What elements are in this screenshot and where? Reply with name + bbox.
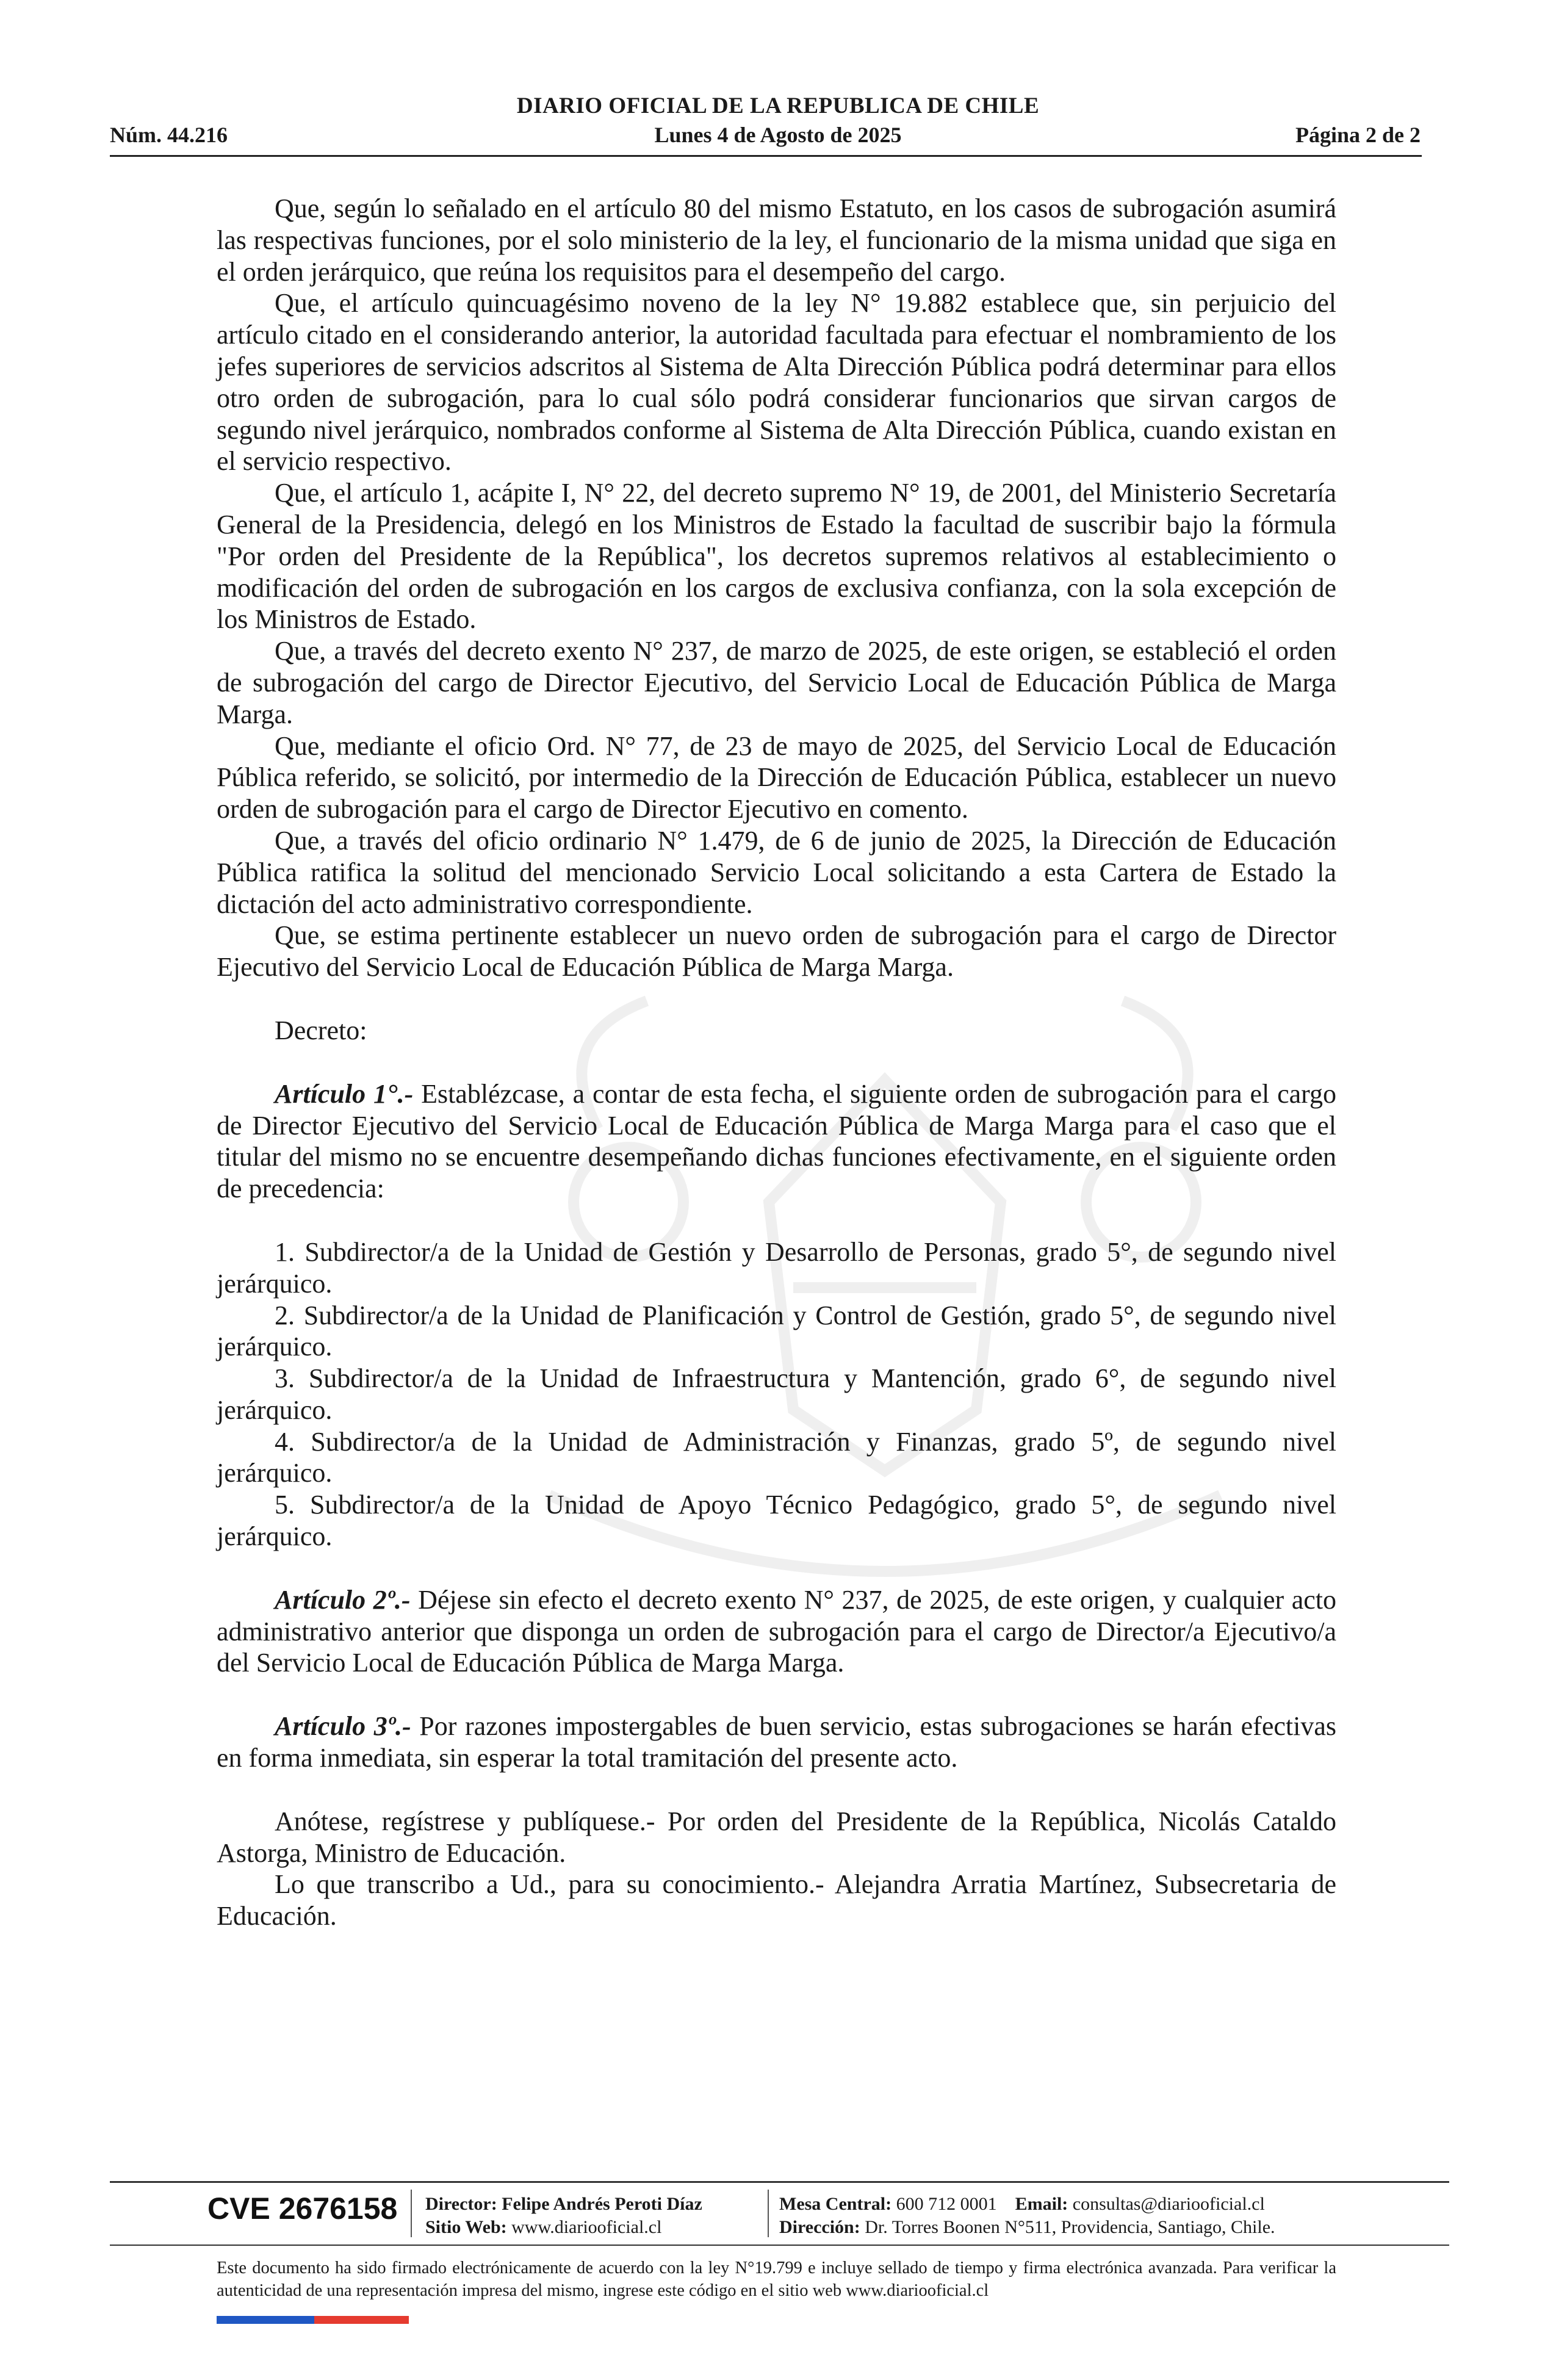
article-3-text: Por razones impostergables de buen servicio, estas subrogaciones se harán efectivas en forma inmediata, sin esperar la total tramitación del presente acto.: [217, 1711, 1336, 1773]
footer-divider-mid: [110, 2245, 1449, 2246]
article-2-text: Déjese sin efecto el decreto exento N° 237, de 2025, de este origen, y cualquier acto administrativo anterior que disponga un orden de subrogación para el cargo de Director/a Ejecutivo/a del Servicio Local de Educación Pública de Marga Marga.: [217, 1584, 1336, 1678]
mesa-label: Mesa Central:: [779, 2194, 892, 2214]
article-1: [217, 1078, 1336, 1205]
paragraph-considerando-1: Que, según lo señalado en el artículo 80 del mismo Estatuto, en los casos de subrogación asumirá las respectivas funciones, por el solo ministerio de la ley, el funcionario de la misma unidad que siga en el orden jerárquico, que reúna los requisitos para el desempeño del cargo.: [217, 193, 1336, 287]
address-label: Dirección:: [779, 2217, 860, 2237]
precedence-list: [217, 1236, 1336, 1552]
mesa-phone: 600 712 0001: [896, 2194, 997, 2214]
cve-code: CVE 2676158: [207, 2191, 398, 2226]
email-label: Email:: [1015, 2194, 1068, 2214]
issue-date: Lunes 4 de Agosto de 2025: [654, 123, 902, 147]
issue-number: Núm. 44.216: [110, 123, 228, 147]
footer-director-block: [425, 2193, 702, 2239]
email-link[interactable]: consultas@diariooficial.cl: [1072, 2194, 1265, 2214]
list-item: 3. Subdirector/a de la Unidad de Infraestructura y Mantención, grado 6°, de segundo nivel jerárquico.: [217, 1363, 1336, 1425]
decreto-heading: Decreto:: [275, 1015, 367, 1045]
closing-paragraph-1: Anótese, regístrese y publíquese.- Por orden del Presidente de la República, Nicolás Cataldo Astorga, Ministro de Educación.: [217, 1806, 1336, 1868]
closing-paragraph-2: Lo que transcribo a Ud., para su conocimiento.- Alejandra Arratia Martínez, Subsecretaria de Educación.: [217, 1869, 1336, 1931]
article-3-label: Artículo 3º.-: [275, 1711, 411, 1742]
article-1-label: Artículo 1°.-: [275, 1078, 414, 1109]
paragraph-considerando-4: Que, a través del decreto exento N° 237, de marzo de 2025, de este origen, se estableció el orden de subrogación del cargo de Director Ejecutivo, del Servicio Local de Educación Pública de Marga Marga.: [217, 636, 1336, 729]
director-name: Felipe Andrés Peroti Díaz: [502, 2194, 702, 2214]
footer-contact-block: [779, 2193, 1275, 2239]
paragraph-considerando-3: Que, el artículo 1, acápite I, N° 22, del decreto supremo N° 19, de 2001, del Ministerio Secretaría General de la Presidencia, delegó en los Ministros de Estado la facultad de suscribir bajo la fórmula "Por orden del Presidente de la República", los decretos supremos relativos al establecimiento o modificación del orden de subrogación en los cargos de exclusiva confianza, con la sola excepción de los Ministros de Estado.: [217, 478, 1336, 635]
document-body: [217, 193, 1336, 1932]
paragraph-considerando-6: Que, a través del oficio ordinario N° 1.479, de 6 de junio de 2025, la Dirección de Educación Pública ratifica la solitud del mencionado Servicio Local solicitando a esta Cartera de Estado la dictación del acto administrativo correspondiente.: [217, 825, 1336, 919]
paragraph-considerando-5: Que, mediante el oficio Ord. N° 77, de 23 de mayo de 2025, del Servicio Local de Educación Pública referido, se solicitó, por intermedio de la Dirección de Educación Pública, establecer un nuevo orden de subrogación para el cargo de Director Ejecutivo en comento.: [217, 730, 1336, 824]
article-2-label: Artículo 2º.-: [275, 1584, 411, 1615]
newspaper-title: DIARIO OFICIAL DE LA REPUBLICA DE CHILE: [516, 93, 1040, 118]
page-indicator: Página 2 de 2: [1295, 123, 1421, 147]
article-1-text: Establézcase, a contar de esta fecha, el siguiente orden de subrogación para el cargo de Director Ejecutivo del Servicio Local de Educación Pública de Marga Marga para el caso que el titular del mismo no se encuentre desempeñando dichas funciones efectivamente, en el siguiente orden de precedencia:: [217, 1078, 1336, 1204]
list-item: 1. Subdirector/a de la Unidad de Gestión y Desarrollo de Personas, grado 5°, de segundo nivel jerárquico.: [217, 1236, 1336, 1299]
website-link[interactable]: www.diariooficial.cl: [511, 2217, 662, 2237]
list-item: 5. Subdirector/a de la Unidad de Apoyo Técnico Pedagógico, grado 5°, de segundo nivel jerárquico.: [217, 1490, 1336, 1552]
address-text: Dr. Torres Boonen N°511, Providencia, Santiago, Chile.: [865, 2217, 1275, 2237]
director-label: Director:: [425, 2194, 497, 2214]
article-2: [217, 1584, 1336, 1679]
header-divider: [110, 155, 1422, 157]
legal-notice: Este documento ha sido firmado electrónicamente de acuerdo con la ley N°19.799 e incluye sellado de tiempo y firma electrónica avanzada. Para verificar la autenticidad de una representación impresa del mismo, ingrese este código en el sitio web www.diariooficial.cl: [217, 2259, 1336, 2300]
article-3: [217, 1711, 1336, 1774]
list-item: 2. Subdirector/a de la Unidad de Planificación y Control de Gestión, grado 5°, de segundo nivel jerárquico.: [217, 1300, 1336, 1362]
website-label: Sitio Web:: [425, 2217, 507, 2237]
flag-bar-red: [314, 2316, 409, 2324]
flag-bar-blue: [217, 2316, 314, 2324]
paragraph-considerando-7: Que, se estima pertinente establecer un nuevo orden de subrogación para el cargo de Director Ejecutivo del Servicio Local de Educación Pública de Marga Marga.: [217, 920, 1336, 983]
footer-divider-top: [110, 2181, 1449, 2183]
paragraph-considerando-2: Que, el artículo quincuagésimo noveno de la ley N° 19.882 establece que, sin perjuicio del artículo citado en el considerando anterior, la autoridad facultada para efectuar el nombramiento de los jefes superiores de servicios adscritos al Sistema de Alta Dirección Pública podrá determinar para ellos otro orden de subrogación, para lo cual sólo podrá considerar funcionarios que sirvan cargos de segundo nivel jerárquico, nombrados conforme al Sistema de Alta Dirección Pública, cuando existan en el servicio respectivo.: [217, 288, 1336, 477]
footer-separator: [411, 2190, 412, 2237]
list-item: 4. Subdirector/a de la Unidad de Administración y Finanzas, grado 5º, de segundo nivel jerárquico.: [217, 1426, 1336, 1488]
footer-separator: [768, 2190, 769, 2237]
